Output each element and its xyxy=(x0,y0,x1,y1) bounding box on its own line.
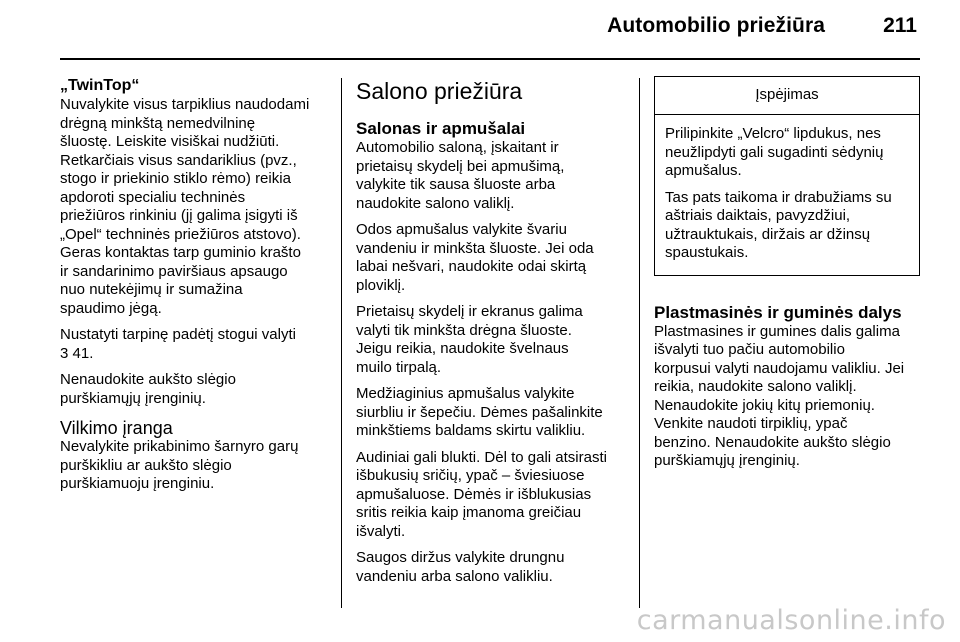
plastic-section xyxy=(654,302,922,471)
twintop-paragraph-3: Nenaudokite aukšto slėgio purškiamųjų įrenginių. xyxy=(60,371,236,407)
warning-box xyxy=(654,76,920,276)
column-divider-2 xyxy=(639,78,640,608)
interior-paragraph-1: Automobilio saloną, įskaitant ir prietaisų skydelį bei apmušimą, valykite tik sausa šluoste arba naudokite salono valiklį. xyxy=(356,139,565,212)
plastic-paragraph: Plastmasines ir gumines dalis galima išvalyti tuo pačiu automobilio korpusui valyti naudojamu valikliu. Jei reikia, naudokite salono valiklį. Nenaudokite jokių kitų priemonių. Venkite naudoti tirpiklių, ypač benzino. Nenaudokite aukšto slėgio purškiamųjų įrenginių. xyxy=(654,322,905,469)
interior-paragraph-3: Prietaisų skydelį ir ekranus galima valyti tik minkšta drėgna šluoste. Jeigu reikia, naudokite švelnaus muilo tirpalą. xyxy=(356,303,583,376)
left-column xyxy=(60,76,332,502)
watermark-text: carmanualsonline.info xyxy=(636,605,946,636)
towing-paragraph: Nevalykite prikabinimo šarnyro garų purškikliu ar aukšto slėgio purškiamuoju įrenginiu. xyxy=(60,438,299,492)
towing-heading: Vilkimo įranga xyxy=(60,418,173,438)
warning-paragraph-2: Tas pats taikoma ir drabužiams su aštriais daiktais, pavyzdžiui, užtrauktukais, diržais ar džinsų spaustukais. xyxy=(665,188,892,261)
twintop-paragraph-1: Nuvalykite visus tarpiklius naudodami drėgną minkštą nemedvilninę šluostę. Leiskite visiškai nudžiūti. Retkarčiais visus sandariklius (pvz., stogo ir priekinio stiklo rėmo) reikia apdoroti specialiu techninės priežiūros rinkiniu (jį galima įsigyti iš „Opel“ techninės priežiūros atstovo). Geras kontaktas tarp guminio krašto ir sandarinimo paviršiaus apsaugo nuo nutekėjimų ir sumažina spaudimo jėgą. xyxy=(60,96,310,317)
interior-upholstery-heading: Salonas ir apmušalai xyxy=(356,119,526,138)
running-header-title: Automobilio priežiūra xyxy=(607,14,825,37)
right-column xyxy=(654,76,922,479)
interior-paragraph-5: Audiniai gali blukti. Dėl to gali atsirasti išbukusių sričių, ypač – šviesiuose apmušaluose. Dėmės ir išblukusias sritis reikia kaip įmanoma greičiau išvalyti. xyxy=(356,448,607,540)
header-divider xyxy=(60,58,920,60)
twintop-heading: „TwinTop“ xyxy=(60,77,140,94)
interior-paragraph-2: Odos apmušalus valykite švariu vandeniu ir minkšta šluoste. Jei oda labai nešvari, naudokite odai skirtą ploviklį. xyxy=(356,221,594,294)
plastic-rubber-heading: Plastmasinės ir guminės dalys xyxy=(654,302,902,322)
interior-care-heading: Salono priežiūra xyxy=(356,78,523,104)
column-divider-1 xyxy=(341,78,342,608)
warning-body xyxy=(655,115,919,275)
warning-paragraph-1: Prilipinkite „Velcro“ lipdukus, nes neužlipdyti gali sugadinti sėdynių apmušalus. xyxy=(665,125,884,179)
interior-paragraph-4: Medžiaginius apmušalus valykite siurbliu ir šepečiu. Dėmes pašalinkite minkštiems baldams skirtu valikliu. xyxy=(356,385,603,439)
middle-column xyxy=(356,78,626,594)
twintop-paragraph-2: Nustatyti tarpinę padėtį stogui valyti 3 41. xyxy=(60,326,296,362)
page-number: 211 xyxy=(883,14,917,37)
warning-title: Įspėjimas xyxy=(655,77,919,115)
interior-paragraph-6: Saugos diržus valykite drungnu vandeniu arba salono valikliu. xyxy=(356,549,565,585)
